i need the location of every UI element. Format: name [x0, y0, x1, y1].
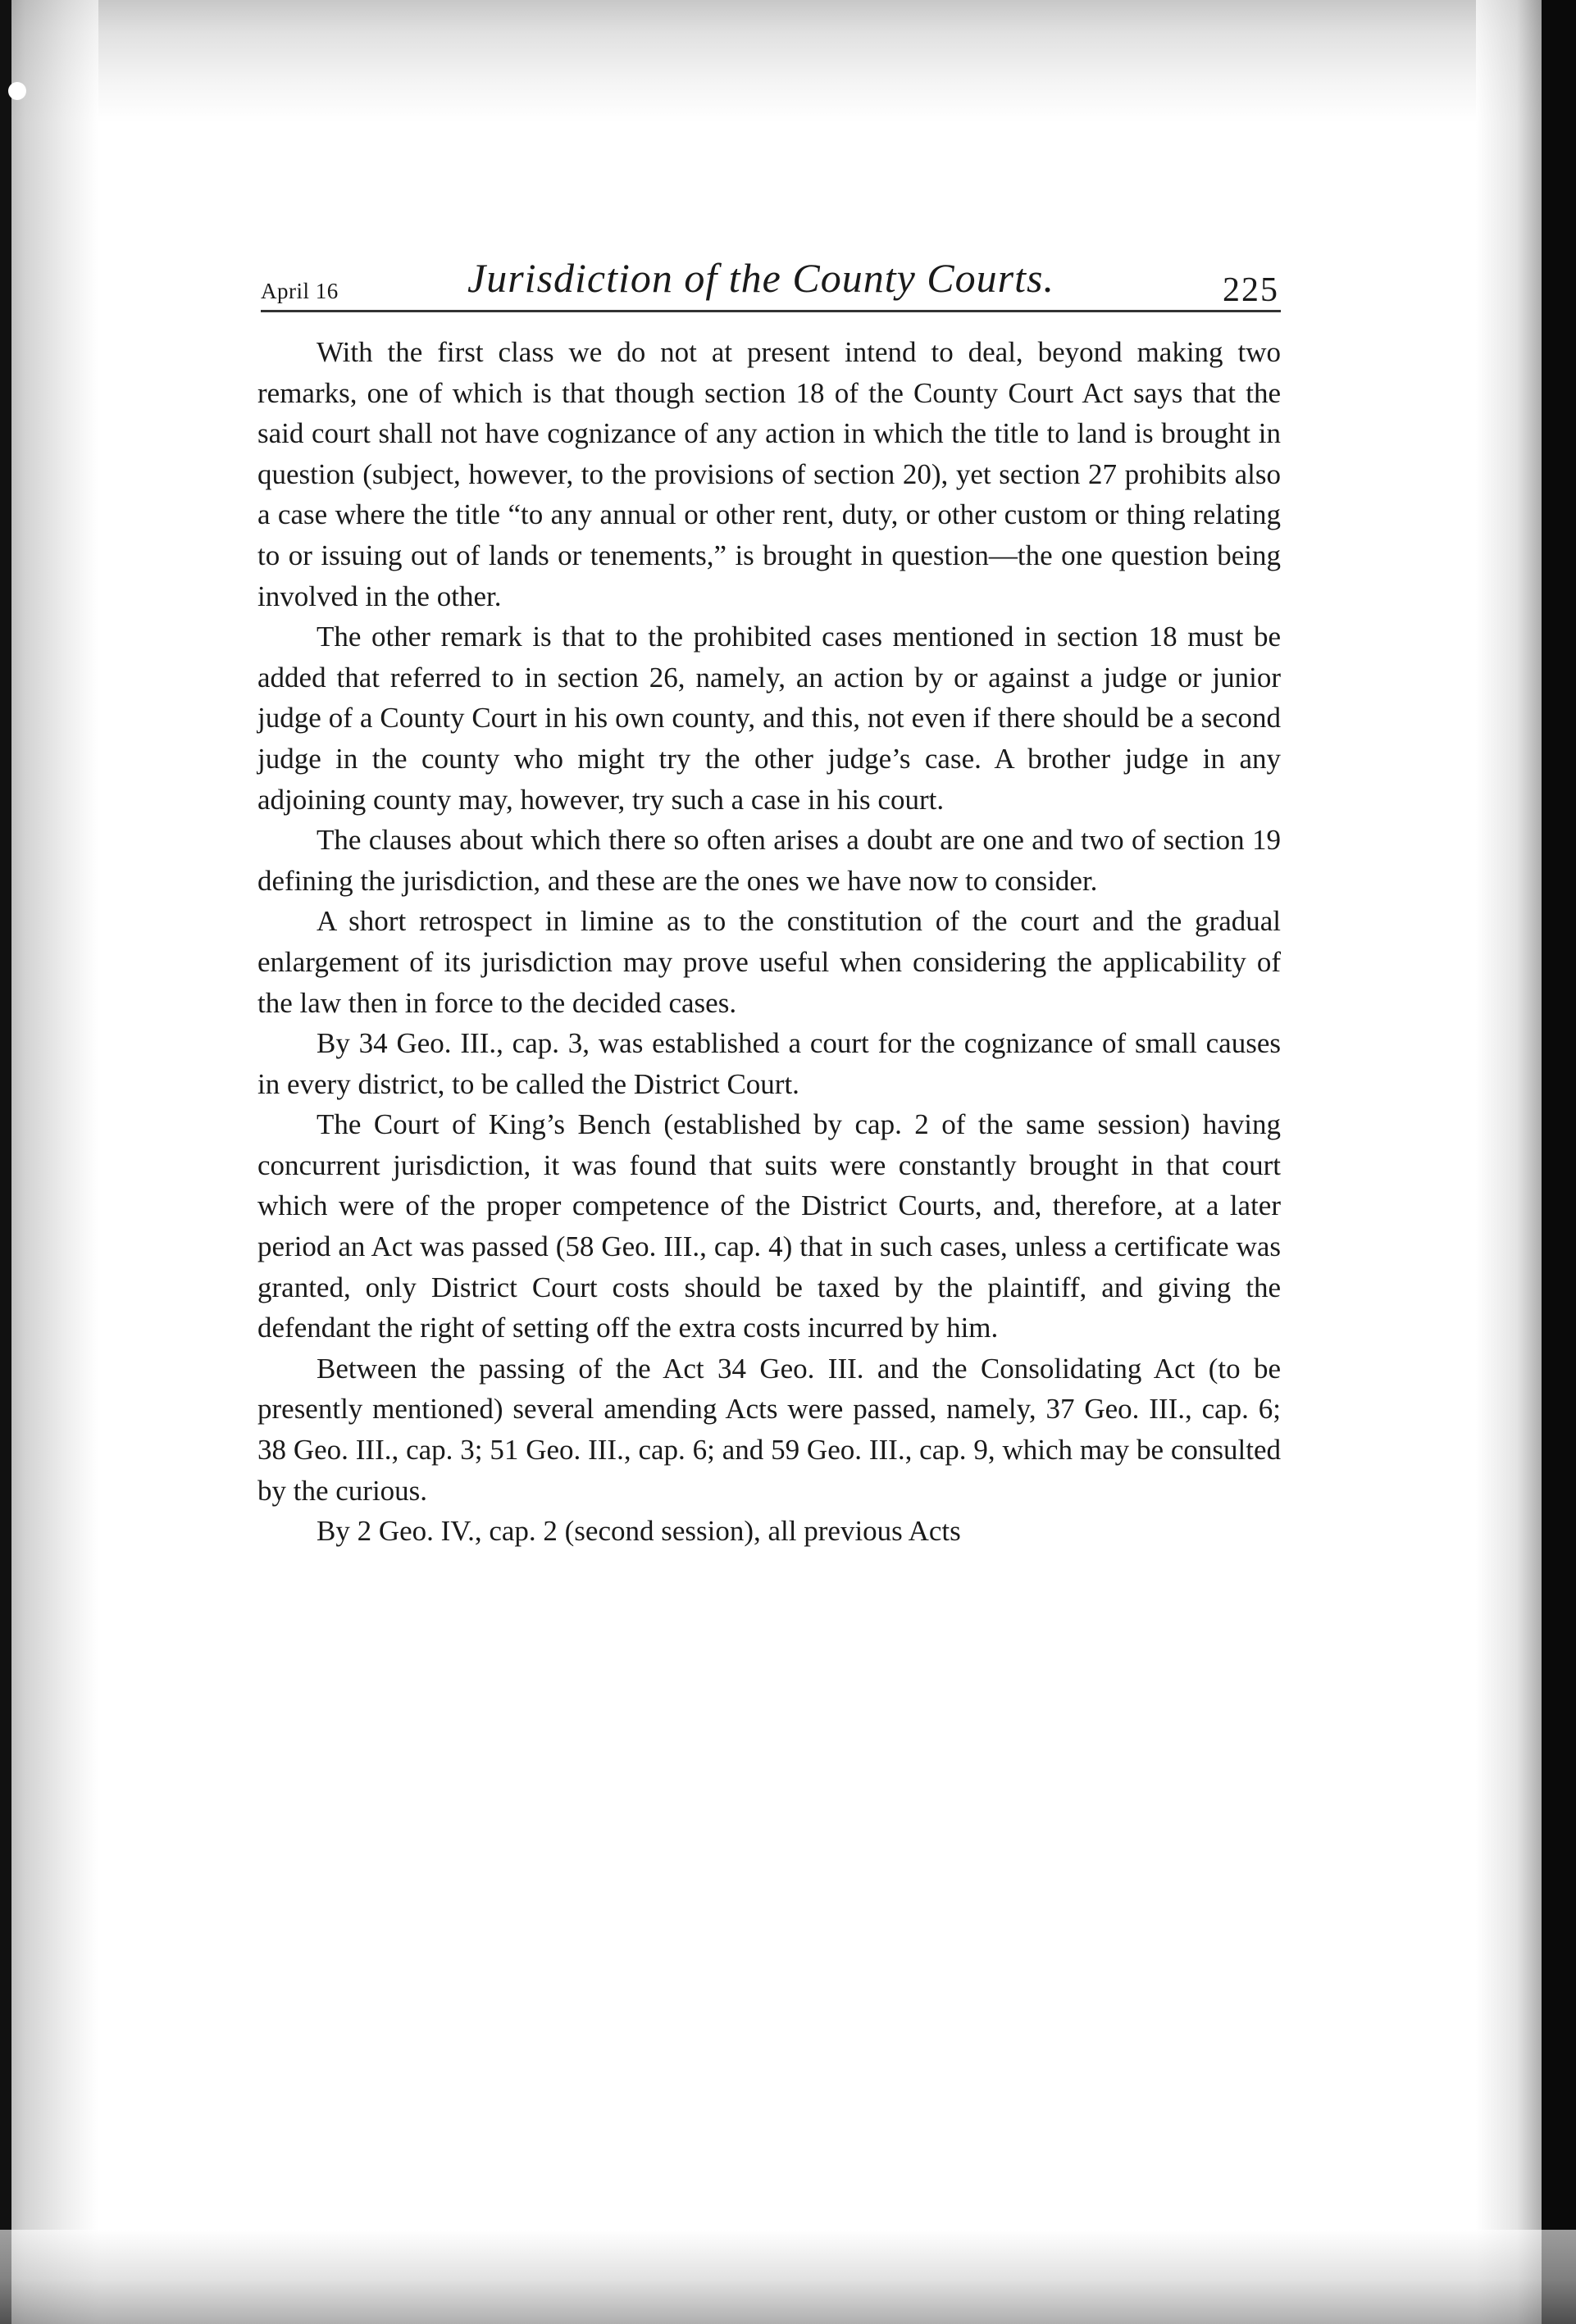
- header-date: April 16: [261, 279, 339, 303]
- paragraph: The Court of King’s Bench (established by cap. 2 of the same session) having concurrent jurisdiction, it was found that suits were constantly brought in that court which were of the proper competence of the District Courts, and, therefore, at a later period an Act was passed (58 Geo. III., cap. 4) that in such cases, unless a certificate was granted, only District Court costs should be taxed by the plaintiff, and giving the defendant the right of setting off the extra costs incurred by him.: [257, 1108, 1281, 1344]
- paragraph: With the first class we do not at present intend to deal, beyond making two remarks, one of which is that though section 18 of the County Court Act says that the said court shall not have cognizance of any action in which the title to land is brought in question (subject, however, to the provisions of section 20), yet section 27 prohibits also a case where the title “to any annual or other rent, duty, or other custom or thing relating to or issuing out of lands or tenements,” is brought in question—the one question being involved in the other.: [257, 336, 1281, 612]
- page-number: 225: [1223, 271, 1279, 309]
- punch-hole: [8, 82, 26, 100]
- body-text: [257, 332, 1281, 1552]
- header-rule: [261, 310, 1281, 312]
- scan-top-edge: [0, 0, 1576, 123]
- paragraph: By 2 Geo. IV., cap. 2 (second session), all previous Acts: [317, 1515, 961, 1548]
- paragraph: A short retrospect in limine as to the constitution of the court and the gradual enlargement of its jurisdiction may prove useful when considering the applicability of the law then in force to the decided cases.: [257, 905, 1281, 1019]
- scan-left-shadow: [0, 0, 98, 2324]
- paragraph: The clauses about which there so often arises a doubt are one and two of section 19 defining the jurisdiction, and these are the ones we have now to consider.: [257, 824, 1281, 897]
- page-title: Jurisdiction of the County Courts.: [467, 255, 1054, 301]
- running-head: [261, 254, 1279, 309]
- scan-right-edge: [1542, 0, 1576, 2324]
- paragraph: The other remark is that to the prohibited cases mentioned in section 18 must be added that referred to in section 26, namely, an action by or against a judge or junior judge of a County Court in his own county, and this, not even if there should be a second judge in the county who might try the other judge’s case. A brother judge in any adjoining county may, however, try such a case in his court.: [257, 621, 1281, 816]
- scan-bottom-edge: [0, 2230, 1576, 2324]
- scan-right-shadow: [1476, 0, 1542, 2324]
- scan-left-edge: [0, 0, 11, 2324]
- paragraph: Between the passing of the Act 34 Geo. III. and the Consolidating Act (to be presently mentioned) several amending Acts were passed, namely, 37 Geo. III., cap. 6; 38 Geo. III., cap. 3; 51 Geo. III., cap. 6; and 59 Geo. III., cap. 9, which may be consulted by the curious.: [257, 1352, 1281, 1507]
- paragraph: By 34 Geo. III., cap. 3, was established a court for the cognizance of small causes in every district, to be called the District Court.: [257, 1027, 1281, 1100]
